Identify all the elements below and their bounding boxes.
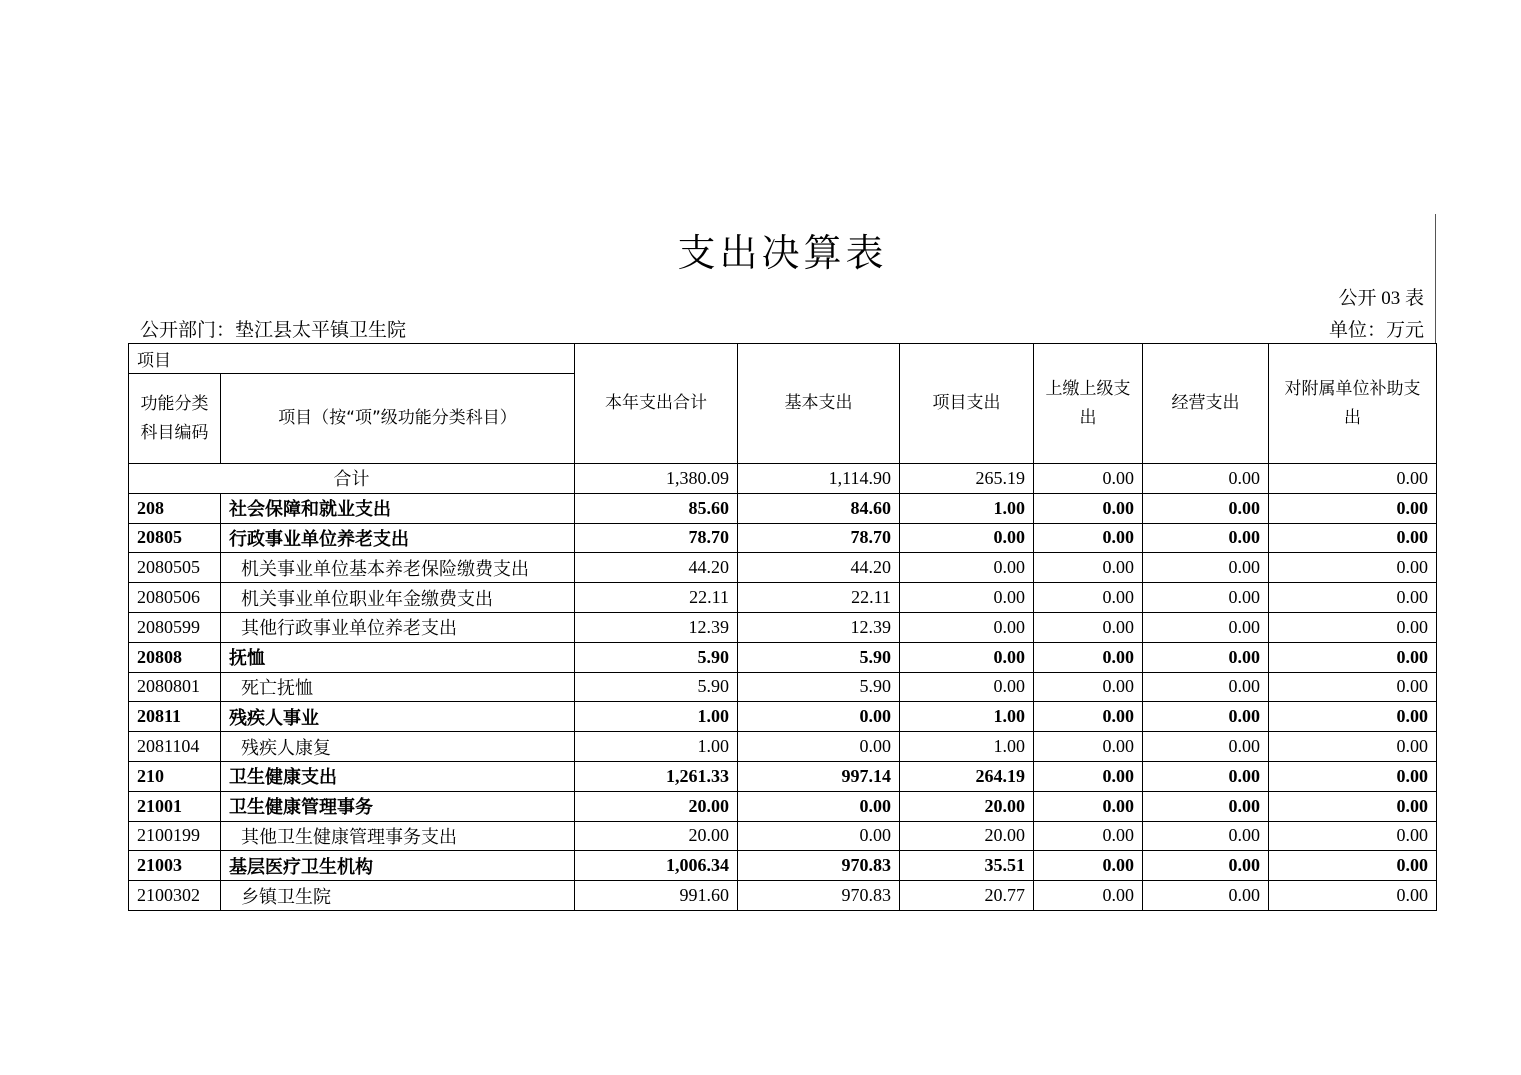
row-value: 20.00 bbox=[575, 821, 738, 851]
total-value: 265.19 bbox=[900, 464, 1034, 494]
row-value: 0.00 bbox=[1034, 612, 1143, 642]
row-name: 残疾人康复 bbox=[221, 732, 575, 762]
row-value: 0.00 bbox=[1143, 881, 1269, 911]
row-value: 0.00 bbox=[900, 523, 1034, 553]
row-value: 0.00 bbox=[1034, 553, 1143, 583]
department-label: 公开部门：垫江县太平镇卫生院 bbox=[140, 319, 407, 341]
total-value: 1,380.09 bbox=[575, 464, 738, 494]
row-value: 0.00 bbox=[1034, 732, 1143, 762]
row-code: 21001 bbox=[129, 791, 221, 821]
form-number: 公开 03 表 bbox=[1338, 288, 1424, 309]
table-row bbox=[129, 821, 1437, 851]
header-basic: 基本支出 bbox=[738, 344, 900, 464]
row-code: 2100302 bbox=[129, 881, 221, 911]
row-name: 基层医疗卫生机构 bbox=[221, 851, 575, 881]
row-value: 20.00 bbox=[900, 821, 1034, 851]
row-code: 2100199 bbox=[129, 821, 221, 851]
table-row bbox=[129, 553, 1437, 583]
row-value: 0.00 bbox=[900, 612, 1034, 642]
row-value: 0.00 bbox=[1269, 672, 1437, 702]
header-business: 经营支出 bbox=[1143, 344, 1269, 464]
row-value: 0.00 bbox=[1143, 553, 1269, 583]
row-value: 264.19 bbox=[900, 761, 1034, 791]
row-value: 0.00 bbox=[1034, 702, 1143, 732]
row-value: 0.00 bbox=[900, 672, 1034, 702]
row-value: 0.00 bbox=[1269, 791, 1437, 821]
row-value: 44.20 bbox=[738, 553, 900, 583]
header-total: 本年支出合计 bbox=[575, 344, 738, 464]
unit-label: 单位：万元 bbox=[1328, 319, 1424, 341]
row-value: 0.00 bbox=[1269, 553, 1437, 583]
row-value: 1.00 bbox=[575, 702, 738, 732]
row-name: 行政事业单位养老支出 bbox=[221, 523, 575, 553]
row-value: 970.83 bbox=[738, 851, 900, 881]
header-upper-payment: 上缴上级支出 bbox=[1034, 344, 1143, 464]
row-value: 0.00 bbox=[1269, 821, 1437, 851]
row-value: 0.00 bbox=[1143, 642, 1269, 672]
row-name: 其他行政事业单位养老支出 bbox=[221, 612, 575, 642]
row-code: 20808 bbox=[129, 642, 221, 672]
row-value: 0.00 bbox=[1269, 732, 1437, 762]
row-value: 20.00 bbox=[900, 791, 1034, 821]
row-value: 35.51 bbox=[900, 851, 1034, 881]
table-row bbox=[129, 583, 1437, 613]
header-subsidy: 对附属单位补助支出 bbox=[1269, 344, 1437, 464]
row-value: 0.00 bbox=[1269, 761, 1437, 791]
row-value: 12.39 bbox=[738, 612, 900, 642]
row-value: 84.60 bbox=[738, 493, 900, 523]
expenditure-table bbox=[128, 343, 1437, 911]
row-value: 0.00 bbox=[1143, 732, 1269, 762]
row-name: 残疾人事业 bbox=[221, 702, 575, 732]
row-value: 0.00 bbox=[1269, 493, 1437, 523]
row-value: 0.00 bbox=[1034, 851, 1143, 881]
row-value: 22.11 bbox=[575, 583, 738, 613]
total-value: 0.00 bbox=[1269, 464, 1437, 494]
row-value: 0.00 bbox=[1034, 881, 1143, 911]
row-name: 抚恤 bbox=[221, 642, 575, 672]
row-value: 0.00 bbox=[1143, 612, 1269, 642]
row-value: 0.00 bbox=[900, 553, 1034, 583]
row-value: 0.00 bbox=[738, 791, 900, 821]
row-value: 0.00 bbox=[900, 642, 1034, 672]
row-value: 5.90 bbox=[738, 642, 900, 672]
row-value: 0.00 bbox=[1269, 642, 1437, 672]
row-value: 0.00 bbox=[1143, 851, 1269, 881]
row-value: 5.90 bbox=[575, 672, 738, 702]
row-code: 20811 bbox=[129, 702, 221, 732]
row-name: 机关事业单位基本养老保险缴费支出 bbox=[221, 553, 575, 583]
row-value: 0.00 bbox=[1143, 583, 1269, 613]
row-value: 85.60 bbox=[575, 493, 738, 523]
row-value: 20.77 bbox=[900, 881, 1034, 911]
row-value: 0.00 bbox=[1034, 761, 1143, 791]
table-row bbox=[129, 702, 1437, 732]
row-value: 0.00 bbox=[900, 583, 1034, 613]
total-value: 1,114.90 bbox=[738, 464, 900, 494]
row-code: 2080506 bbox=[129, 583, 221, 613]
row-value: 0.00 bbox=[1269, 583, 1437, 613]
row-name: 卫生健康支出 bbox=[221, 761, 575, 791]
row-value: 1,006.34 bbox=[575, 851, 738, 881]
row-value: 0.00 bbox=[1034, 791, 1143, 821]
table-row bbox=[129, 732, 1437, 762]
row-value: 991.60 bbox=[575, 881, 738, 911]
total-value: 0.00 bbox=[1034, 464, 1143, 494]
row-name: 卫生健康管理事务 bbox=[221, 791, 575, 821]
row-value: 5.90 bbox=[575, 642, 738, 672]
row-value: 0.00 bbox=[1269, 881, 1437, 911]
total-value: 0.00 bbox=[1143, 464, 1269, 494]
table-row bbox=[129, 612, 1437, 642]
row-value: 0.00 bbox=[1269, 702, 1437, 732]
row-code: 2080599 bbox=[129, 612, 221, 642]
row-value: 1.00 bbox=[900, 493, 1034, 523]
row-value: 0.00 bbox=[1143, 493, 1269, 523]
row-value: 0.00 bbox=[1143, 791, 1269, 821]
header-project-expenditure: 项目支出 bbox=[900, 344, 1034, 464]
table-row bbox=[129, 672, 1437, 702]
header-func-name: 项目（按“项”级功能分类科目） bbox=[221, 374, 575, 464]
row-value: 0.00 bbox=[1269, 612, 1437, 642]
row-value: 0.00 bbox=[1034, 493, 1143, 523]
page-title: 支出决算表 bbox=[677, 231, 888, 275]
total-label: 合计 bbox=[129, 464, 575, 494]
row-value: 1.00 bbox=[900, 732, 1034, 762]
row-code: 208 bbox=[129, 493, 221, 523]
row-code: 2080505 bbox=[129, 553, 221, 583]
row-value: 970.83 bbox=[738, 881, 900, 911]
row-value: 1.00 bbox=[900, 702, 1034, 732]
row-value: 0.00 bbox=[1269, 851, 1437, 881]
row-code: 20805 bbox=[129, 523, 221, 553]
row-value: 78.70 bbox=[738, 523, 900, 553]
table-row bbox=[129, 761, 1437, 791]
row-value: 20.00 bbox=[575, 791, 738, 821]
row-name: 其他卫生健康管理事务支出 bbox=[221, 821, 575, 851]
table-row bbox=[129, 642, 1437, 672]
row-value: 0.00 bbox=[1143, 523, 1269, 553]
row-code: 2080801 bbox=[129, 672, 221, 702]
row-value: 0.00 bbox=[1034, 642, 1143, 672]
row-name: 死亡抚恤 bbox=[221, 672, 575, 702]
row-value: 5.90 bbox=[738, 672, 900, 702]
row-value: 0.00 bbox=[1034, 523, 1143, 553]
row-value: 0.00 bbox=[1034, 672, 1143, 702]
row-value: 0.00 bbox=[1034, 583, 1143, 613]
row-value: 0.00 bbox=[1143, 761, 1269, 791]
table-row bbox=[129, 523, 1437, 553]
header-project: 项目 bbox=[129, 344, 575, 374]
table-row bbox=[129, 881, 1437, 911]
row-value: 997.14 bbox=[738, 761, 900, 791]
row-value: 0.00 bbox=[738, 821, 900, 851]
row-value: 0.00 bbox=[1143, 821, 1269, 851]
row-name: 社会保障和就业支出 bbox=[221, 493, 575, 523]
table-row bbox=[129, 851, 1437, 881]
row-value: 1,261.33 bbox=[575, 761, 738, 791]
row-code: 210 bbox=[129, 761, 221, 791]
row-value: 0.00 bbox=[738, 702, 900, 732]
row-name: 机关事业单位职业年金缴费支出 bbox=[221, 583, 575, 613]
row-value: 22.11 bbox=[738, 583, 900, 613]
total-row bbox=[129, 464, 1437, 494]
table-row bbox=[129, 791, 1437, 821]
row-value: 0.00 bbox=[1034, 821, 1143, 851]
row-code: 21003 bbox=[129, 851, 221, 881]
row-value: 78.70 bbox=[575, 523, 738, 553]
row-name: 乡镇卫生院 bbox=[221, 881, 575, 911]
row-value: 0.00 bbox=[738, 732, 900, 762]
row-value: 12.39 bbox=[575, 612, 738, 642]
row-value: 0.00 bbox=[1143, 672, 1269, 702]
row-value: 0.00 bbox=[1143, 702, 1269, 732]
table-row bbox=[129, 493, 1437, 523]
row-value: 0.00 bbox=[1269, 523, 1437, 553]
header-func-code: 功能分类科目编码 bbox=[129, 374, 221, 464]
row-code: 2081104 bbox=[129, 732, 221, 762]
row-value: 1.00 bbox=[575, 732, 738, 762]
row-value: 44.20 bbox=[575, 553, 738, 583]
